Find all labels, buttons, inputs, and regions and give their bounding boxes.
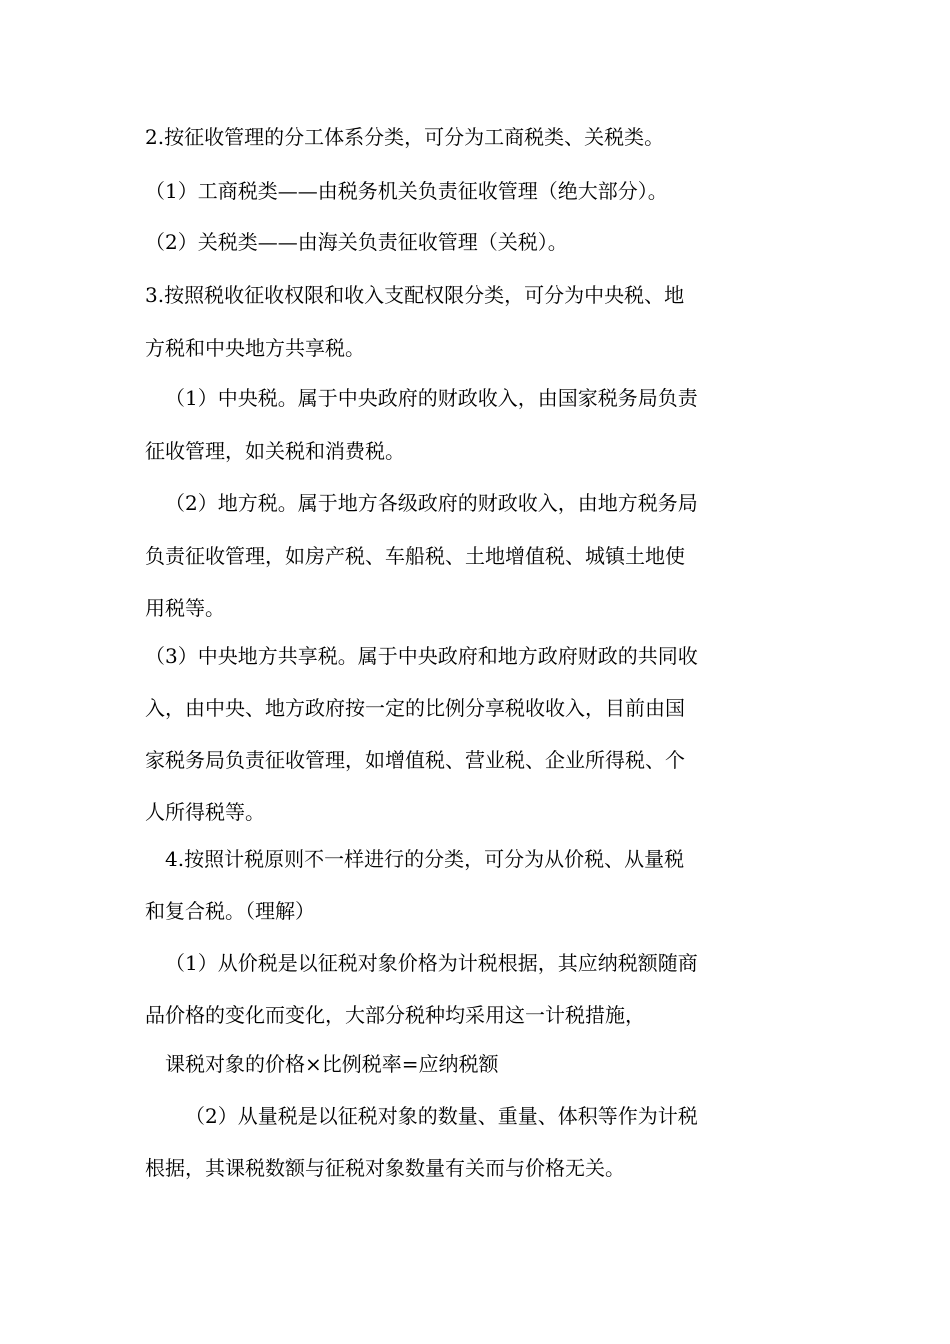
paragraph-line: 根据，其课税数额与征税对象数量有关而与价格无关。 bbox=[145, 1156, 625, 1180]
paragraph-line: （2）地方税。属于地方各级政府的财政收入，由地方税务局 bbox=[165, 491, 698, 515]
paragraph-line: 和复合税。（理解） bbox=[145, 899, 315, 923]
paragraph-line: （1）从价税是以征税对象价格为计税根据，其应纳税额随商 bbox=[165, 951, 698, 975]
paragraph-line: 2.按征收管理的分工体系分类，可分为工商税类、关税类。 bbox=[145, 125, 665, 149]
paragraph-line: 3.按照税收征收权限和收入支配权限分类，可分为中央税、地 bbox=[145, 283, 685, 307]
paragraph-line: （2）关税类——由海关负责征收管理（关税）。 bbox=[145, 230, 568, 254]
paragraph-line: 方税和中央地方共享税。 bbox=[145, 336, 365, 360]
paragraph-line: 品价格的变化而变化，大部分税种均采用这一计税措施， bbox=[145, 1003, 645, 1027]
paragraph-line: 负责征收管理，如房产税、车船税、土地增值税、城镇土地使 bbox=[145, 544, 685, 568]
paragraph-line: （1）工商税类——由税务机关负责征收管理（绝大部分）。 bbox=[145, 179, 668, 203]
paragraph-line: 征收管理，如关税和消费税。 bbox=[145, 439, 405, 463]
formula-line: 课税对象的价格×比例税率=应纳税额 bbox=[165, 1052, 499, 1076]
paragraph-line: 4.按照计税原则不一样进行的分类，可分为从价税、从量税 bbox=[165, 847, 685, 871]
paragraph-line: 入，由中央、地方政府按一定的比例分享税收收入，目前由国 bbox=[145, 696, 685, 720]
paragraph-line: （3）中央地方共享税。属于中央政府和地方政府财政的共同收 bbox=[145, 644, 698, 668]
paragraph-line: 用税等。 bbox=[145, 596, 225, 620]
paragraph-line: （2）从量税是以征税对象的数量、重量、体积等作为计税 bbox=[185, 1104, 698, 1128]
paragraph-line: 人所得税等。 bbox=[145, 800, 265, 824]
paragraph-line: 家税务局负责征收管理，如增值税、营业税、企业所得税、个 bbox=[145, 748, 685, 772]
paragraph-line: （1）中央税。属于中央政府的财政收入，由国家税务局负责 bbox=[165, 386, 698, 410]
